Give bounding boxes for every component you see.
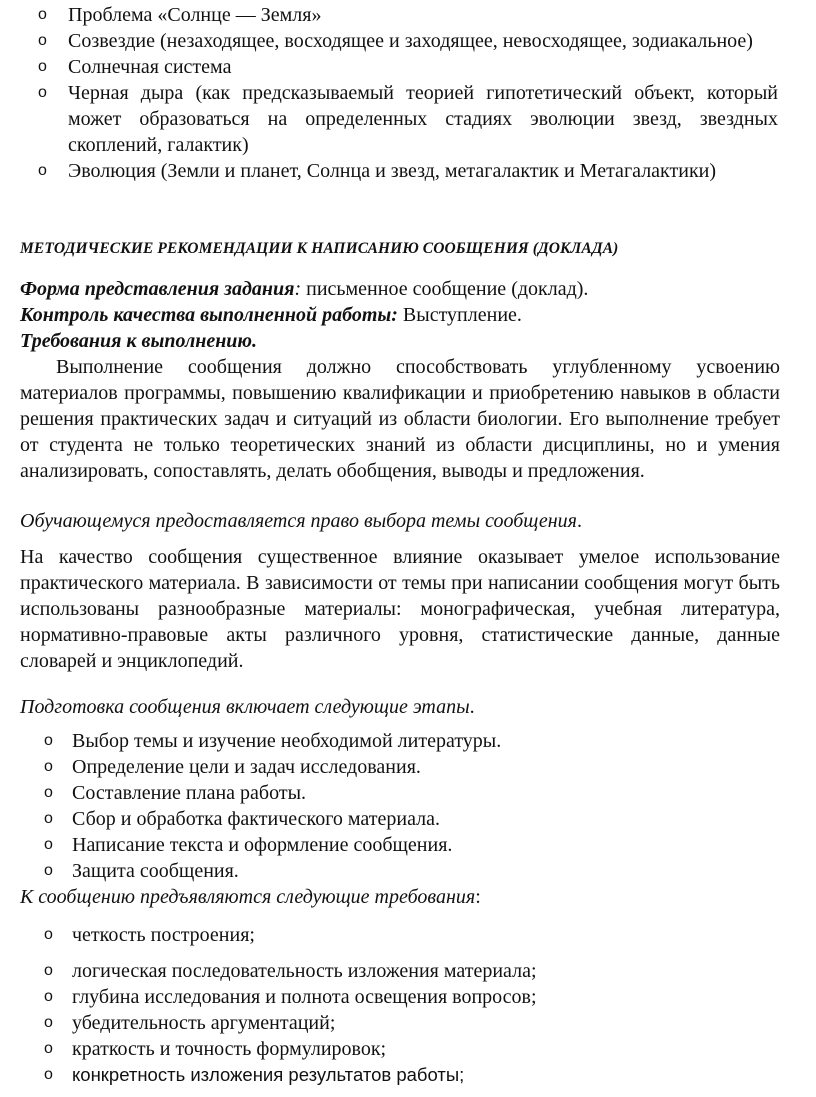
- list-item: o глубина исследования и полнота освещения вопросов;: [44, 986, 537, 1008]
- list-item: o Эволюция (Земли и планет, Солнца и звезд, метагалактик и Метагалактики): [38, 160, 717, 182]
- list-item: o краткость и точность формулировок;: [44, 1038, 387, 1060]
- bullet-marker: o: [44, 810, 53, 827]
- bullet-marker: o: [38, 162, 47, 179]
- list-item: o Выбор темы и изучение необходимой литературы.: [44, 730, 502, 752]
- bullet-marker: o: [44, 836, 53, 853]
- bullet-marker: o: [38, 6, 47, 23]
- control-text: Выступление.: [397, 304, 522, 326]
- form-line: Форма представления задания: письменное сообщение (доклад).: [20, 278, 589, 300]
- list-item: o Проблема «Солнце — Земля»: [38, 4, 322, 26]
- list-item: o Сбор и обработка фактического материала.: [44, 808, 441, 830]
- bullet-marker: o: [44, 1040, 53, 1057]
- bullet-marker: o: [44, 1066, 53, 1083]
- bullet-marker: o: [44, 732, 53, 749]
- list-item: o Защита сообщения.: [44, 860, 239, 882]
- requirements-paragraph: Выполнение сообщения должно способствовать углубленному усвоению материалов программы, повышению квалификации и приобретению навыков в области решения практических задач и ситуаций из области биологии. Его выполнение требует от студента не только теоретических знаний из области дисциплины, но и умения анализировать, сопоставлять, делать обобщения, выводы и предложения.: [20, 356, 780, 482]
- bullet-marker: o: [44, 758, 53, 775]
- req-list: [0, 922, 816, 1088]
- bullet-marker: o: [44, 1014, 53, 1031]
- list-item: o Составление плана работы.: [44, 782, 307, 804]
- list-item: o Черная дыра (как предсказываемый теорией гипотетический объект, который может образоваться на определенных стадиях эволюции звезд, звездных скоплений, галактик): [38, 82, 778, 156]
- bullet-marker: o: [44, 926, 53, 943]
- stages-intro: Подготовка сообщения включает следующие этапы.: [20, 696, 475, 718]
- list-item: o конкретность изложения результатов работы;: [0, 1062, 816, 1088]
- form-text: письменное сообщение (доклад).: [301, 278, 589, 300]
- form-label: Форма представления задания: [20, 278, 295, 300]
- bullet-marker: o: [38, 32, 47, 49]
- section-heading: МЕТОДИЧЕСКИЕ РЕКОМЕНДАЦИИ К НАПИСАНИЮ СООБЩЕНИЯ (ДОКЛАДА): [20, 240, 619, 257]
- list-item: o Солнечная система: [38, 56, 232, 78]
- req-intro: К сообщению предъявляются следующие требования:: [20, 886, 481, 908]
- bullet-marker: o: [44, 784, 53, 801]
- bullet-marker: o: [44, 988, 53, 1005]
- bullet-marker: o: [44, 862, 53, 879]
- task-info: [20, 276, 780, 484]
- list-item: o четкость построения;: [44, 924, 255, 946]
- control-label: Контроль качества выполненной работы:: [20, 304, 398, 326]
- requirements-title: Требования к выполнению.: [20, 330, 258, 352]
- bullet-marker: o: [44, 962, 53, 979]
- stages-list: [0, 728, 816, 884]
- list-item: o Определение цели и задач исследования.: [44, 756, 421, 778]
- bullet-marker: o: [38, 58, 47, 75]
- list-item: o убедительность аргументаций;: [44, 1012, 336, 1034]
- topics-list: [0, 2, 816, 184]
- control-line: [20, 302, 780, 328]
- list-item: o Написание текста и оформление сообщения.: [44, 834, 453, 856]
- choice-note: Обучающемуся предоставляется право выбора темы сообщения.: [20, 510, 582, 532]
- list-item: o Созвездие (незаходящее, восходящее и заходящее, невосходящее, зодиакальное): [38, 30, 753, 52]
- list-item: o логическая последовательность изложения материала;: [44, 960, 537, 982]
- bullet-marker: o: [38, 84, 47, 101]
- quality-paragraph: На качество сообщения существенное влияние оказывает умелое использование практического материала. В зависимости от темы при написании сообщения могут быть использованы разнообразные материалы: монографическая, учебная литература, нормативно-правовые акты различного уровня, статистические данные, данные словарей и энциклопедий.: [20, 546, 780, 672]
